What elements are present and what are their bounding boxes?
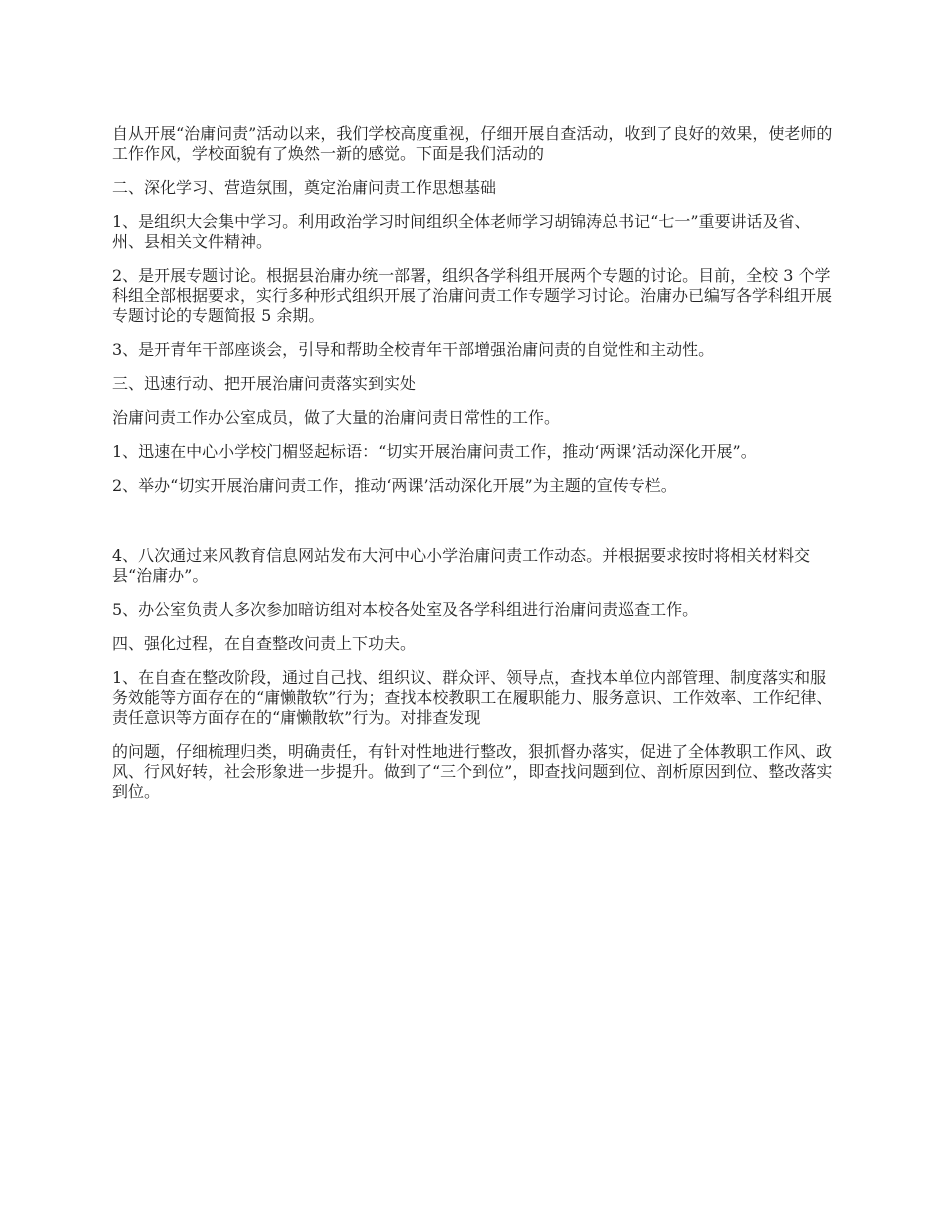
paragraph-item-3-1: 1、迅速在中心小学校门楣竖起标语：“切实开展治庸问责工作，推动‘两课’活动深化开展”。	[112, 442, 757, 461]
paragraph-item-2-1: 1、是组织大会集中学习。利用政治学习时间组织全体老师学习胡锦涛总书记“七一”重要讲话及省、州、县相关文件精神。	[112, 212, 811, 251]
section-heading-2: 二、深化学习、营造氛围，奠定治庸问责工作思想基础	[112, 178, 497, 197]
document-body	[112, 124, 842, 816]
section-heading-4: 四、强化过程，在自查整改问责上下功夫。	[112, 634, 417, 653]
paragraph-item-3-2: 2、举办“切实开展治庸问责工作，推动‘两课’活动深化开展”为主题的宣传专栏。	[112, 476, 677, 495]
paragraph-item-4-1-continued: 的问题，仔细梳理归类，明确责任，有针对性地进行整改，狠抓督办落实，促进了全体教职工作风、政风、行风好转，社会形象进一步提升。做到了“三个到位”，即查找问题到位、剖析原因到位、整改落实到位。	[112, 742, 833, 801]
paragraph-item-2-2: 2、是开展专题讨论。根据县治庸办统一部署，组织各学科组开展两个专题的讨论。目前，全校 3 个学科组全部根据要求，实行多种形式组织开展了治庸问责工作专题学习讨论。治庸办已编写各学科组开展专题讨论的专题简报 5 余期。	[112, 266, 833, 325]
paragraph-item-2-3: 3、是开青年干部座谈会，引导和帮助全校青年干部增强治庸问责的自觉性和主动性。	[112, 340, 715, 359]
blank-gap	[112, 510, 842, 546]
section-heading-3: 三、迅速行动、把开展治庸问责落实到实处	[112, 374, 417, 393]
paragraph-item-3-5: 5、办公室负责人多次参加暗访组对本校各处室及各学科组进行治庸问责巡查工作。	[112, 600, 699, 619]
paragraph-section-3-intro: 治庸问责工作办公室成员，做了大量的治庸问责日常性的工作。	[112, 408, 561, 427]
paragraph-item-4-1: 1、在自查在整改阶段，通过自己找、组织议、群众评、领导点，查找本单位内部管理、制度落实和服务效能等方面存在的“庸懒散软”行为；查找本校教职工在履职能力、服务意识、工作效率、工作纪律、责任意识等方面存在的“庸懒散软”行为。对排查发现	[112, 668, 833, 727]
intro-paragraph: 自从开展“治庸问责”活动以来，我们学校高度重视，仔细开展自查活动，收到了良好的效果，使老师的工作作风，学校面貌有了焕然一新的感觉。下面是我们活动的	[112, 124, 833, 163]
paragraph-item-3-4: 4、八次通过来风教育信息网站发布大河中心小学治庸问责工作动态。并根据要求按时将相关材料交县“治庸办”。	[112, 546, 811, 585]
